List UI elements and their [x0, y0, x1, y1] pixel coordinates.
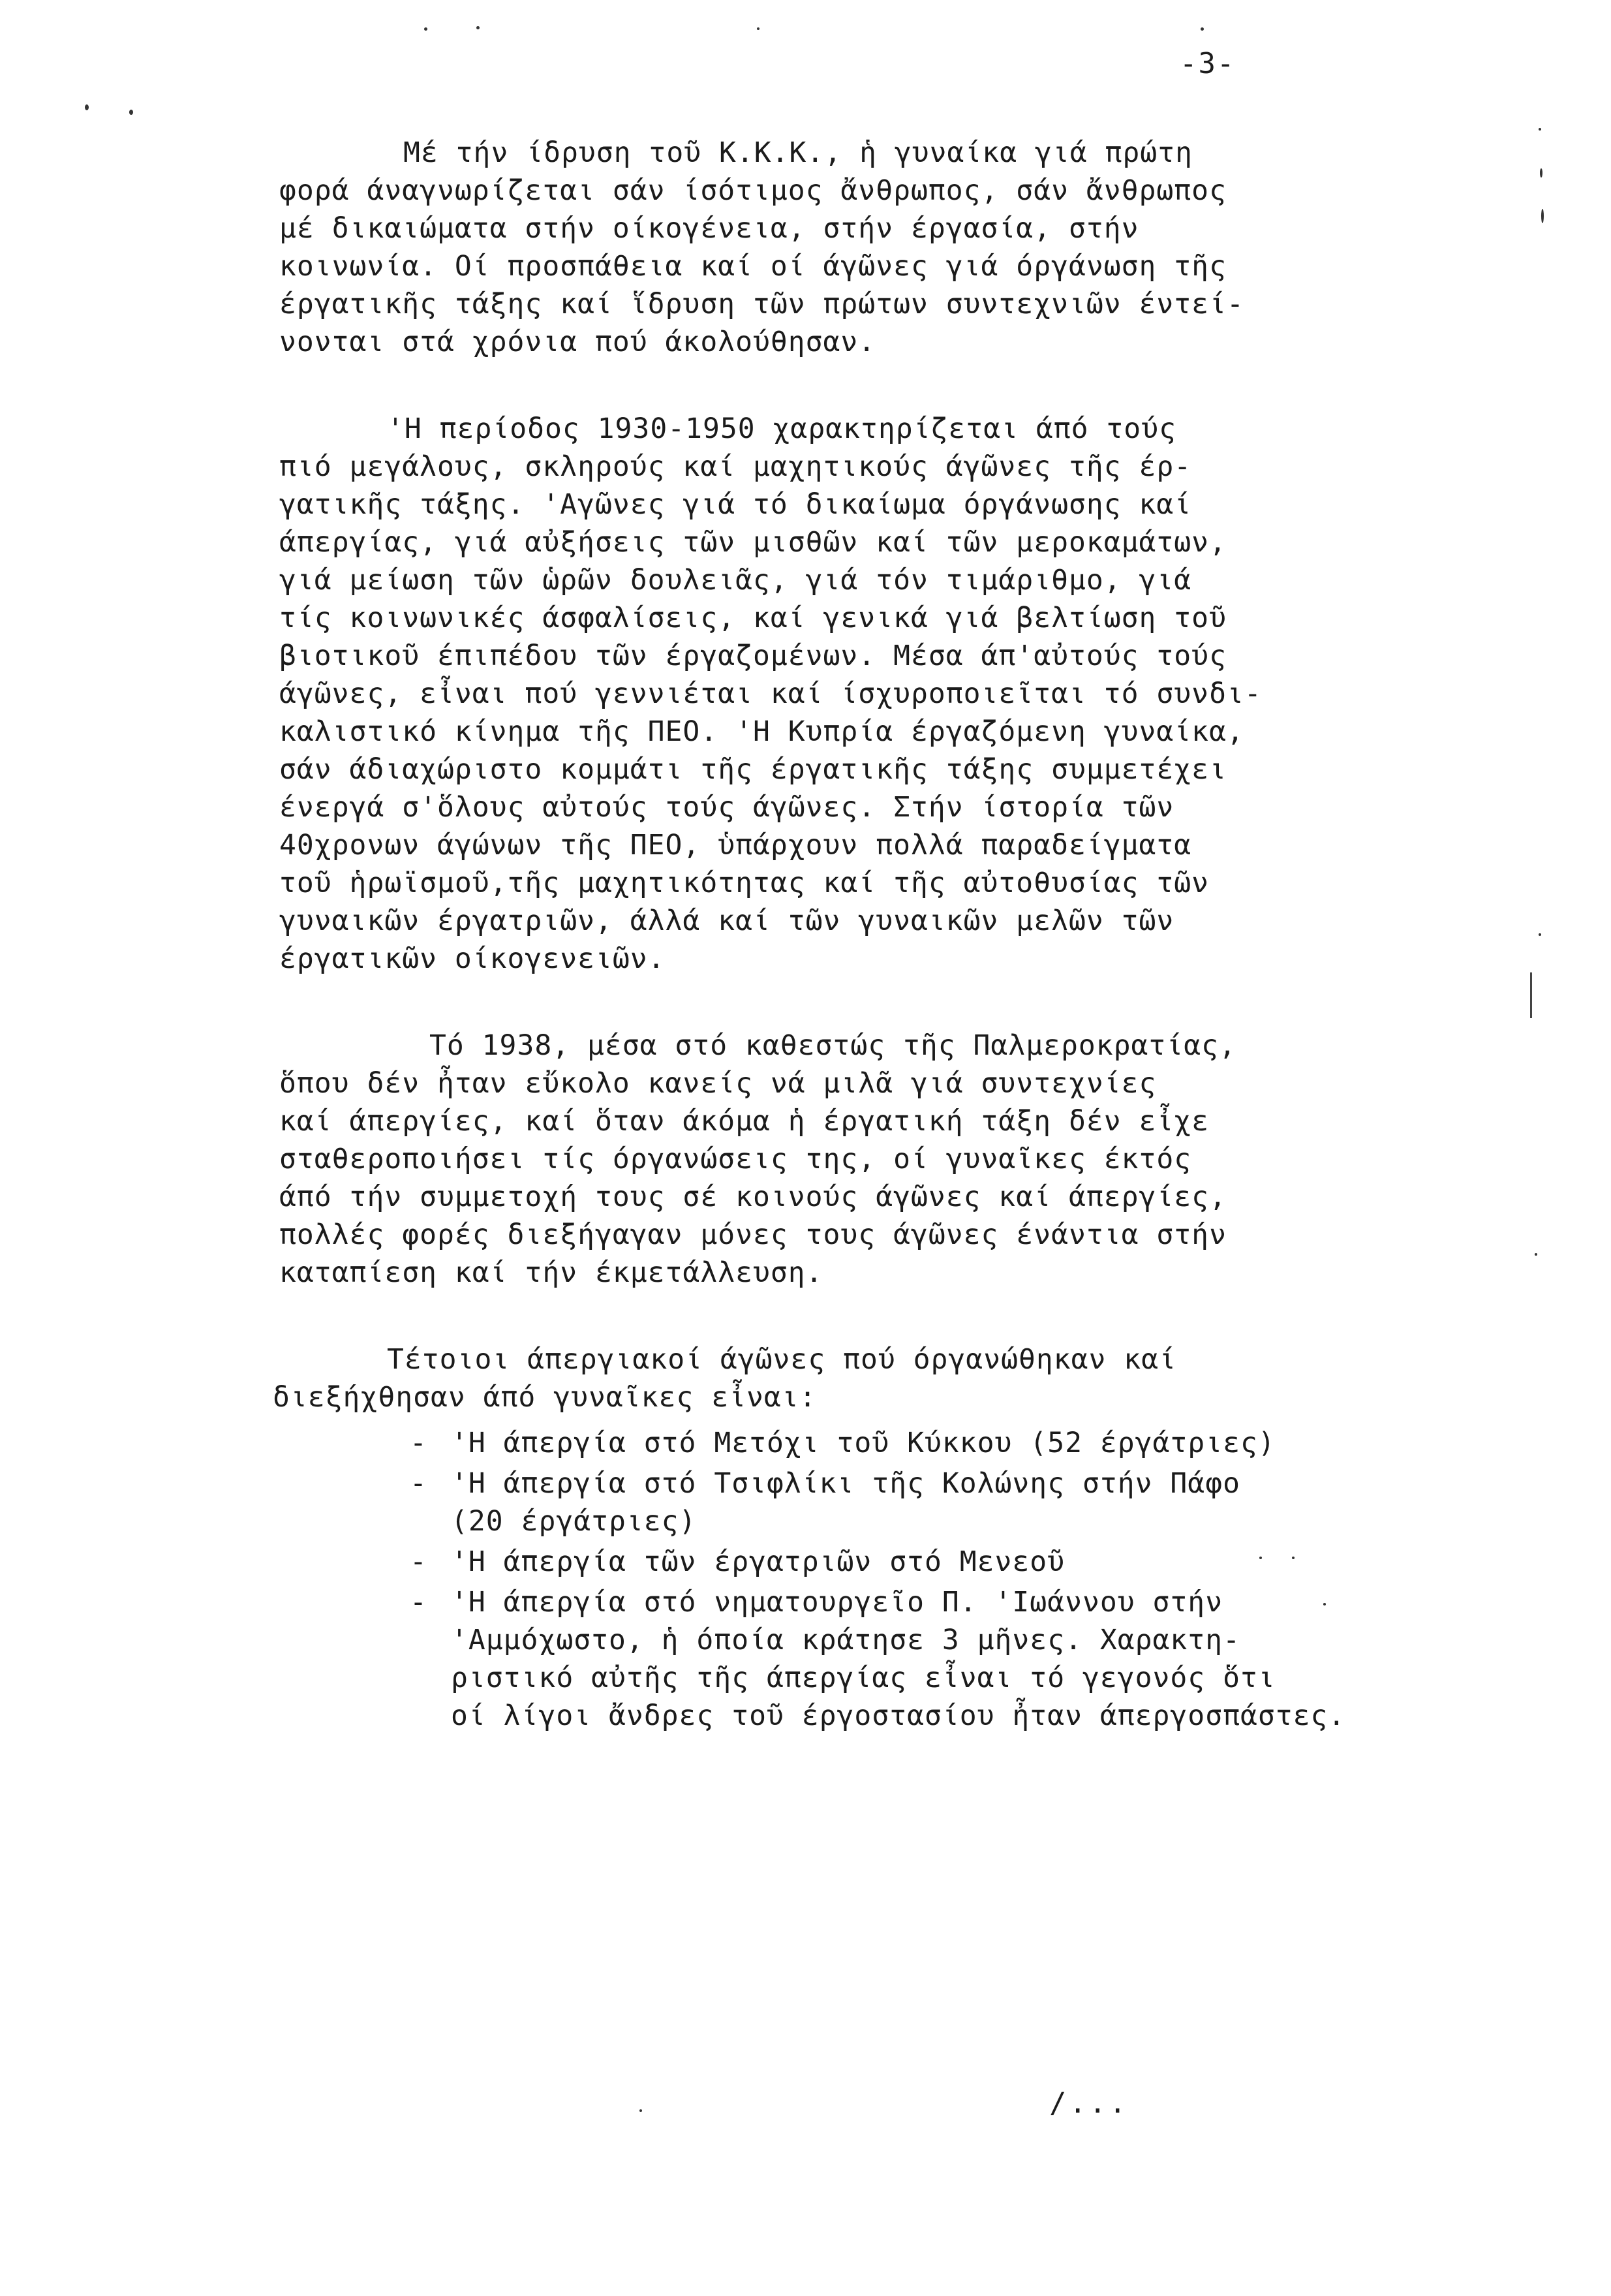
- scan-speck: [1323, 1603, 1326, 1606]
- list-item-text: 'Η άπεργία τῶν έργατριῶν στό Μενεοῦ: [451, 1545, 1066, 1578]
- list-item-text: (20 έργάτριες): [451, 1505, 697, 1538]
- text-line: τίς κοινωνικές άσφαλίσεις, καί γενικά γιά βελτίωση τοῦ: [279, 602, 1227, 634]
- document-body: [273, 134, 1402, 1737]
- text-line: γιά μείωση τῶν ὡρῶν δουλειᾶς, γιά τόν τιμάριθμο, γιά: [279, 564, 1192, 597]
- list-bullet: -: [410, 1467, 427, 1500]
- scan-speck: [1535, 1253, 1537, 1256]
- scan-speck: [1539, 128, 1541, 131]
- paragraph: [279, 410, 1402, 978]
- text-line: γατικῆς τάξης. 'Αγῶνες γιά τό δικαίωμα όργάνωσης καί: [279, 488, 1192, 521]
- text-line: άγῶνες, εἶναι πού γεννιέται καί ίσχυροποιεῖται τό συνδι-: [279, 677, 1262, 710]
- scan-speck: [424, 27, 427, 31]
- text-line: έργατικῆς τάξης καί ἵδρυση τῶν πρώτων συντεχνιῶν έντεί-: [279, 288, 1244, 320]
- text-line: νονται στά χρόνια πού άκολούθησαν.: [279, 326, 876, 358]
- text-line: βιοτικοῦ έπιπέδου τῶν έργαζομένων. Μέσα άπ'αὐτούς τούς: [279, 640, 1227, 672]
- scan-speck: [1541, 209, 1544, 223]
- scan-speck: [757, 27, 759, 30]
- text-line: σάν άδιαχώριστο κομμάτι τῆς έργατικῆς τάξης συμμετέχει: [279, 753, 1227, 786]
- scan-speck: [1201, 27, 1204, 31]
- text-line: κοινωνία. Οί προσπάθεια καί οί άγῶνες γιά όργάνωση τῆς: [279, 250, 1227, 283]
- paragraph: [279, 1027, 1402, 1292]
- scan-speck: [85, 104, 89, 110]
- text-line: άπό τήν συμμετοχή τους σέ κοινούς άγῶνες καί άπεργίες,: [279, 1181, 1227, 1213]
- scan-speck: [1539, 933, 1541, 936]
- margin-mark: [1530, 972, 1532, 1018]
- scan-speck: [639, 2109, 642, 2112]
- text-line: 40χρονων άγώνων τῆς ΠΕΟ, ὑπάρχουν πολλά παραδείγματα: [279, 829, 1192, 861]
- text-line: Τό 1938, μέσα στό καθεστώς τῆς Παλμεροκρατίας,: [429, 1029, 1236, 1062]
- list-item-text: 'Η άπεργία στό νηματουργεῖο Π. 'Ιωάννου στήν: [451, 1586, 1223, 1619]
- strike-list: [279, 1424, 1402, 1735]
- text-line: καί άπεργίες, καί ὅταν άκόμα ἡ έργατική τάξη δέν εἶχε: [279, 1105, 1210, 1138]
- list-item-text: οί λίγοι ἄνδρες τοῦ έργοστασίου ἦταν άπεργοσπάστες.: [451, 1699, 1346, 1732]
- text-line: πολλές φορές διεξήγαγαν μόνες τους άγῶνες ένάντια στήν: [279, 1218, 1227, 1251]
- text-line: φορά άναγνωρίζεται σάν ίσότιμος ἄνθρωπος, σάν ἄνθρωπος: [279, 174, 1227, 207]
- text-line: γυναικῶν έργατριῶν, άλλά καί τῶν γυναικῶν μελῶν τῶν: [279, 905, 1174, 937]
- scan-speck: [129, 110, 133, 115]
- page-number: -3-: [1180, 47, 1236, 80]
- paragraph: [279, 134, 1402, 361]
- text-line: καταπίεση καί τήν έκμετάλλευση.: [279, 1256, 823, 1289]
- text-line: άπεργίας, γιά αὐξήσεις τῶν μισθῶν καί τῶν μεροκαμάτων,: [279, 526, 1227, 559]
- list-item-text: 'Αμμόχωστο, ἡ όποία κράτησε 3 μῆνες. Χαρακτη-: [451, 1624, 1240, 1656]
- list-item: [279, 1583, 1402, 1735]
- list-item: [279, 1424, 1402, 1462]
- list-bullet: -: [410, 1545, 427, 1578]
- text-line: Μέ τήν ίδρυση τοῦ Κ.Κ.Κ., ἡ γυναίκα γιά πρώτη: [403, 136, 1193, 169]
- text-line: καλιστικό κίνημα τῆς ΠΕΟ. 'Η Κυπρία έργαζόμενη γυναίκα,: [279, 715, 1244, 748]
- text-line: πιό μεγάλους, σκληρούς καί μαχητικούς άγῶνες τῆς έρ-: [279, 450, 1192, 483]
- list-item: [279, 1543, 1402, 1581]
- text-line: διεξήχθησαν άπό γυναῖκες εἶναι:: [273, 1381, 817, 1414]
- text-line: σταθεροποιήσει τίς όργανώσεις της, οί γυναῖκες έκτός: [279, 1143, 1192, 1175]
- text-line: μέ δικαιώματα στήν οίκογένεια, στήν έργασία, στήν: [279, 212, 1139, 245]
- text-line: τοῦ ἡρωϊσμοῦ,τῆς μαχητικότητας καί τῆς αὐτοθυσίας τῶν: [279, 867, 1210, 899]
- text-line: ένεργά σ'ὅλους αὐτούς τούς άγῶνες. Στήν ίστορία τῶν: [279, 791, 1174, 824]
- scan-speck: [1292, 1557, 1295, 1559]
- list-bullet: -: [410, 1427, 427, 1459]
- continuation-mark: /...: [1049, 2087, 1129, 2120]
- list-item-text: ριστικό αὐτῆς τῆς άπεργίας εἶναι τό γεγονός ὅτι: [451, 1662, 1276, 1694]
- text-line: έργατικῶν οίκογενειῶν.: [279, 942, 666, 975]
- list-item-text: 'Η άπεργία στό Τσιφλίκι τῆς Κολώνης στήν Πάφο: [451, 1467, 1240, 1500]
- text-line: ὅπου δέν ἦταν εὔκολο κανείς νά μιλᾶ γιά συντεχνίες: [279, 1067, 1157, 1100]
- list-item-text: 'Η άπεργία στό Μετόχι τοῦ Κύκκου (52 έργάτριες): [451, 1427, 1276, 1459]
- text-line: 'Η περίοδος 1930-1950 χαρακτηρίζεται άπό τούς: [387, 412, 1176, 445]
- list-bullet: -: [410, 1586, 427, 1619]
- scan-speck: [1540, 168, 1542, 178]
- paragraph: [273, 1341, 1402, 1416]
- text-line: Τέτοιοι άπεργιακοί άγῶνες πού όργανώθηκαν καί: [387, 1343, 1176, 1376]
- scan-speck: [476, 26, 480, 29]
- list-item: [279, 1465, 1402, 1540]
- scan-speck: [1259, 1557, 1262, 1559]
